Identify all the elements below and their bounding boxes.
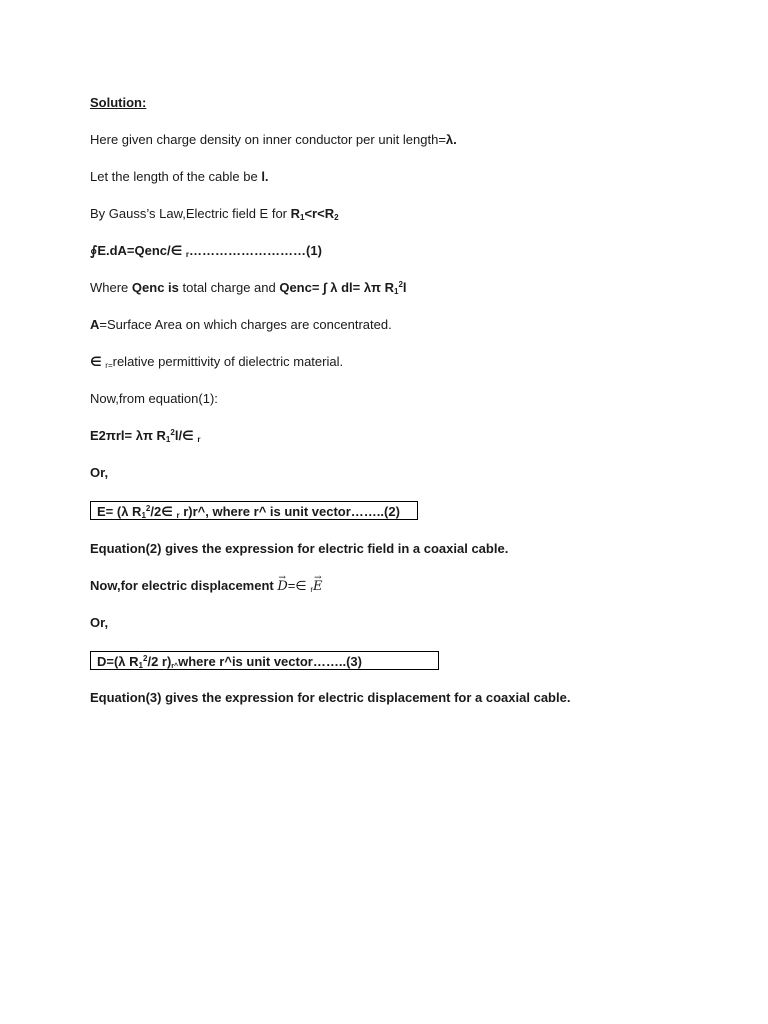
permittivity-line: ∈ $_{r=}$relative permittivity of dielectric material. <box>90 354 344 370</box>
or-label-1: Or, <box>90 465 109 480</box>
solution-heading: Solution: <box>90 95 147 110</box>
equation-2-box: E= (λ $R_1^2/2\in$ $_r$ r)r^, where r^ is unit vector……..(2) <box>90 501 418 520</box>
electric-field-statement: Equation(2) gives the expression for electric field in a coaxial cable. <box>90 541 509 556</box>
gauss-law-text: By Gauss’s Law,Electric field E for <box>90 206 291 221</box>
lambda-symbol: λ. <box>445 132 457 147</box>
d-vector: → D <box>277 578 287 596</box>
surface-area-line: A=Surface Area on which charges are concentrated. <box>90 317 392 332</box>
qenc-line: Where Qenc is total charge and Qenc= ∫ λ dl= λπ $R_1^2l$ <box>90 280 407 296</box>
e-vector: → E <box>313 578 323 596</box>
or-label-2: Or, <box>90 615 109 630</box>
displacement-line: Now,for electric displacement → D=∈ $_r$→ E <box>90 577 323 596</box>
charge-density-text: Here given charge density on inner conductor per unit length= <box>90 132 446 147</box>
electric-displacement-statement: Equation(3) gives the expression for electric displacement for a coaxial cable. <box>90 690 571 705</box>
range-expression: $R_1<r<R_2$ <box>290 206 339 222</box>
equation-1: ∮E.dA=Qenc/∈ $_r$………………………(1) <box>90 243 322 259</box>
cable-length-line <box>90 168 269 186</box>
gauss-result-equation: E2πrl= λπ $R_1^2l/\in$ $_r$ <box>90 428 201 444</box>
equation-3-box: D=(λ $R_1^2/2$ r)r^where r^is unit vector……..(3) <box>90 651 439 670</box>
gauss-law-line <box>90 205 339 223</box>
length-symbol: l. <box>261 169 269 184</box>
charge-density-line <box>90 131 457 149</box>
cable-length-text: Let the length of the cable be <box>90 169 262 184</box>
from-equation-line: Now,from equation(1): <box>90 391 218 406</box>
